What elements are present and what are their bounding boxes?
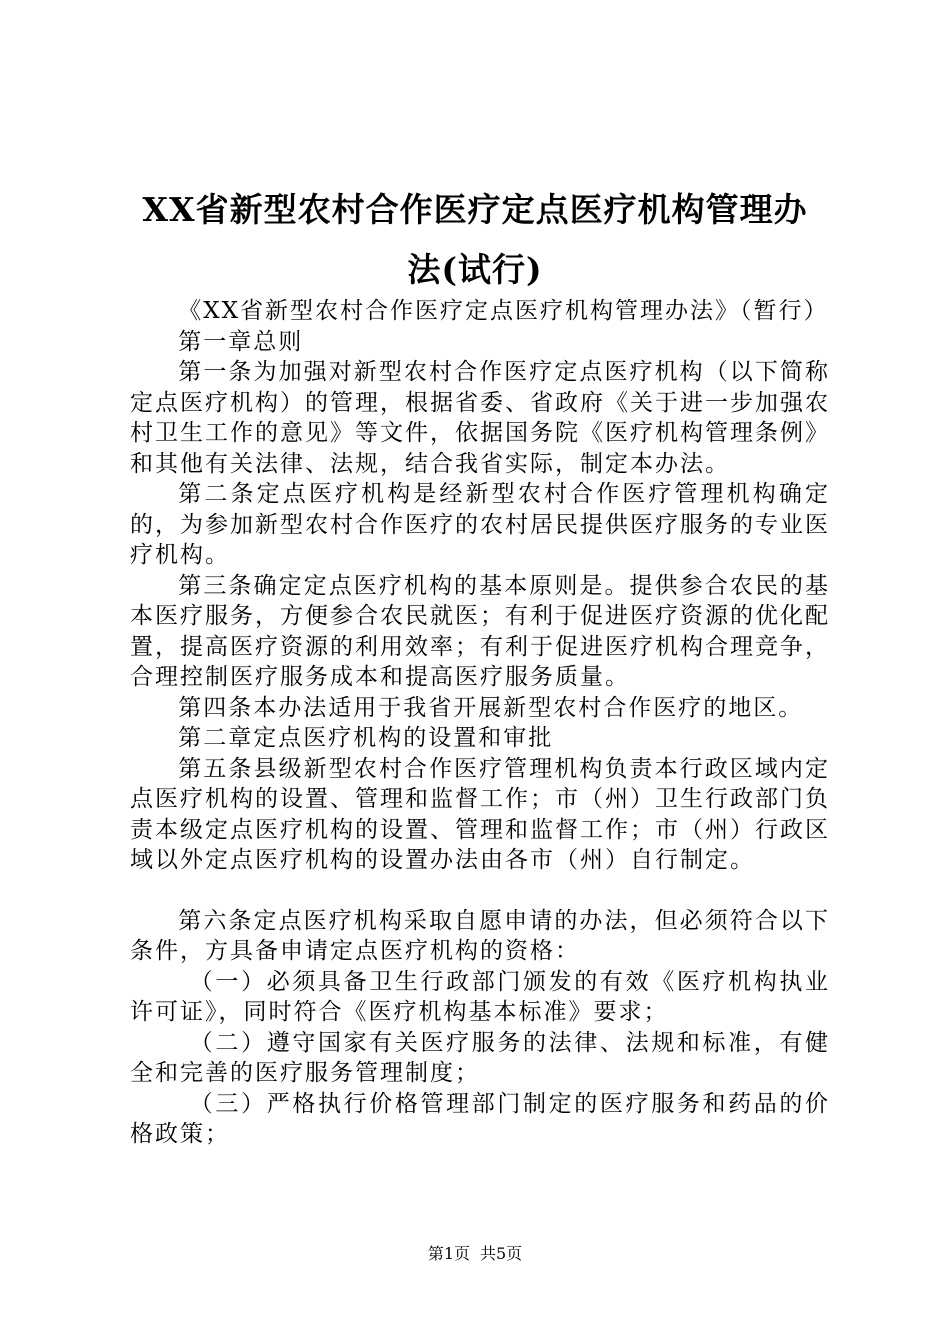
list-item: （三）严格执行价格管理部门制定的医疗服务和药品的价格政策； — [130, 1090, 830, 1147]
page-footer — [0, 1242, 950, 1266]
document-title — [100, 180, 850, 300]
page-total: 共5页 — [480, 1244, 523, 1263]
document-body — [130, 296, 830, 1150]
article-paragraph: 第二条定点医疗机构是经新型农村合作医疗管理机构确定的，为参加新型农村合作医疗的农村居民提供医疗服务的专业医疗机构。 — [130, 481, 830, 568]
article-paragraph: 第三条确定定点医疗机构的基本原则是。提供参合农民的基本医疗服务，方便参合农民就医；有利于促进医疗资源的优化配置，提高医疗资源的利用效率；有利于促进医疗机构合理竞争，合理控制医疗服务成本和提高医疗服务质量。 — [130, 572, 830, 690]
chapter-heading: 第二章定点医疗机构的设置和审批 — [178, 725, 554, 751]
list-item: （二）遵守国家有关医疗服务的法律、法规和标准，有健全和完善的医疗服务管理制度； — [130, 1029, 830, 1086]
title-line-1: XX省新型农村合作医疗定点医疗机构管理办 — [142, 190, 808, 229]
page-number: 第1页 — [427, 1244, 470, 1263]
document-subtitle: 《XX省新型农村合作医疗定点医疗机构管理办法》（暂行） — [178, 298, 829, 324]
article-paragraph: 第一条为加强对新型农村合作医疗定点医疗机构（以下简称定点医疗机构）的管理，根据省委、省政府《关于进一步加强农村卫生工作的意见》等文件，依据国务院《医疗机构管理条例》和其他有关法律、法规，结合我省实际，制定本办法。 — [130, 359, 830, 477]
article-paragraph: 第四条本办法适用于我省开展新型农村合作医疗的地区。 — [178, 694, 804, 721]
chapter-heading: 第一章总则 — [178, 328, 304, 355]
list-item: （一）必须具备卫生行政部门颁发的有效《医疗机构执业许可证》，同时符合《医疗机构基本标准》要求； — [130, 968, 830, 1025]
article-paragraph: 第五条县级新型农村合作医疗管理机构负责本行政区域内定点医疗机构的设置、管理和监督工作；市（州）卫生行政部门负责本级定点医疗机构的设置、管理和监督工作；市（州）行政区域以外定点医疗机构的设置办法由各市（州）自行制定。 — [130, 755, 830, 873]
article-paragraph: 第六条定点医疗机构采取自愿申请的办法，但必须符合以下条件，方具备申请定点医疗机构的资格： — [130, 907, 830, 964]
title-line-2: 法(试行) — [407, 250, 543, 289]
